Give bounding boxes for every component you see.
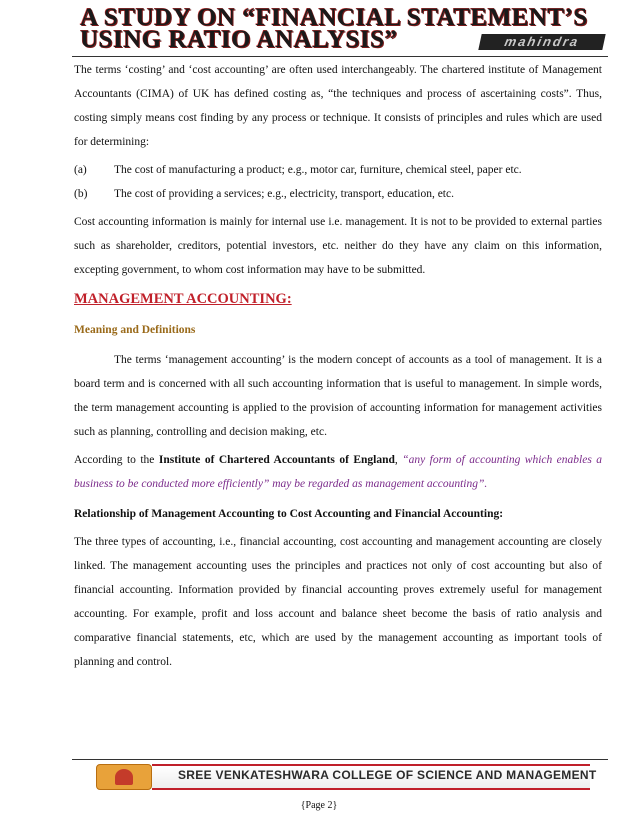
- relationship-paragraph: The three types of accounting, i.e., financial accounting, cost accounting and management accounting are closely linked. The management accounting uses the principles and practices not only of cost accounting but also of financial accounting. Information provided by financial accounting proves extremely useful for management accounting. For example, profit and loss account and balance sheet become the basis of ratio analysis and comparative financial statements, etc, which are used by the management accounting as important tools of planning and control.: [74, 536, 602, 668]
- document-body: [74, 58, 602, 678]
- brand-logo: mahindra: [478, 34, 605, 50]
- header-divider: [72, 56, 608, 57]
- management-accounting-paragraph: The terms ‘management accounting’ is the modern concept of accounts as a tool of management. It is a board term and is concerned with all such accounting information that is useful to management. In simple words, the term management accounting is applied to the provision of accounting information for management activities such as planning, controlling and decision making, etc.: [74, 354, 602, 438]
- list-text: The cost of providing a services; e.g., electricity, transport, education, etc.: [114, 188, 454, 200]
- definition-intro: According to the: [74, 454, 159, 466]
- section-heading: MANAGEMENT ACCOUNTING:: [74, 291, 292, 307]
- header-title-line2: USING RATIO ANALYSIS”: [80, 26, 398, 53]
- relationship-heading: Relationship of Management Accounting to Cost Accounting and Financial Accounting:: [74, 508, 504, 520]
- list-item-b: [74, 182, 602, 206]
- page-header: [72, 2, 608, 54]
- section-subheading: Meaning and Definitions: [74, 324, 196, 336]
- definition-quote: “any form of accounting which enables a business to be conducted more efficiently” may be regarded as management accounting”.: [74, 454, 603, 490]
- list-text: The cost of manufacturing a product; e.g., motor car, furniture, chemical steel, paper etc.: [114, 164, 522, 176]
- footer-divider: [72, 759, 608, 760]
- institute-name: Institute of Chartered Accountants of England: [158, 454, 395, 466]
- definition-paragraph: [74, 448, 602, 496]
- costing-paragraph: The terms ‘costing’ and ‘cost accounting’ are often used interchangeably. The chartered institute of Management Accountants (CIMA) of UK has defined costing as, “the techniques and process of ascertaining costs”. Thus, costing simply means cost finding by any process or technique. It consists of principles and rules which are used for determining:: [74, 64, 602, 148]
- definition-separator: ,: [394, 454, 403, 466]
- list-item-a: [74, 158, 602, 182]
- page-number: {Page 2}: [300, 800, 338, 811]
- header-title-line1: A STUDY ON “FINANCIAL STATEMENT’S: [80, 4, 588, 31]
- list-label: (a): [74, 164, 87, 176]
- cost-accounting-paragraph: Cost accounting information is mainly for internal use i.e. management. It is not to be provided to external parties such as shareholder, creditors, potential investors, etc. neither do they have any claim on this information, excepting government, to whom cost information may have to be submitted.: [74, 216, 602, 276]
- list-label: (b): [74, 188, 88, 200]
- college-name: SREE VENKATESHWARA COLLEGE OF SCIENCE AND MANAGEMENT: [178, 768, 597, 782]
- college-logo: [96, 764, 152, 790]
